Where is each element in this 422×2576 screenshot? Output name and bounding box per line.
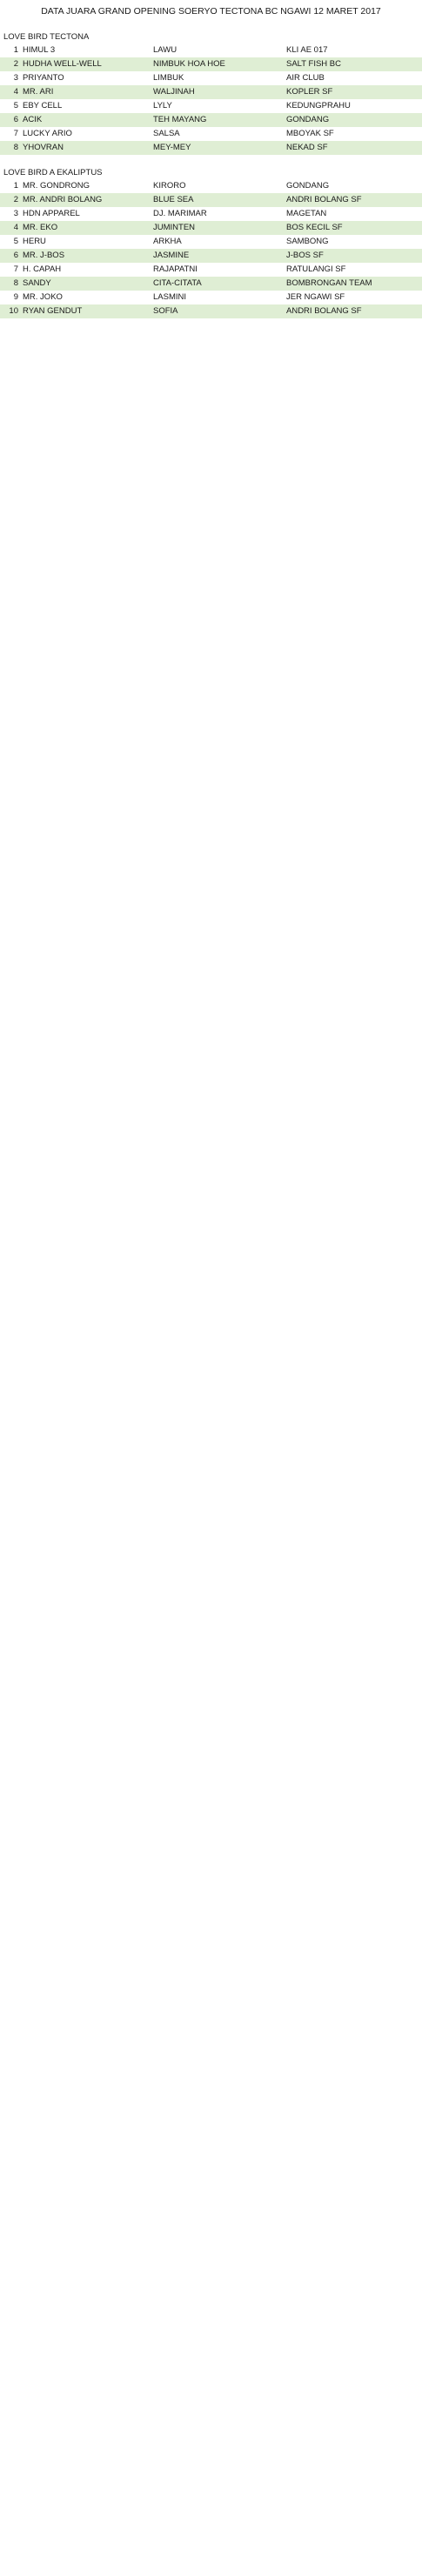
team-name: SALT FISH BC <box>286 59 341 69</box>
participant-name: HUDHA WELL-WELL <box>23 59 102 69</box>
participant-name: YHOVRAN <box>23 143 64 152</box>
rank-cell: 4 <box>13 223 18 232</box>
participant-name: MR. EKO <box>23 223 58 232</box>
rank-cell: 3 <box>13 209 18 218</box>
bird-name: LAWU <box>153 45 178 55</box>
rank-cell: 5 <box>13 101 18 110</box>
bird-name: KIRORO <box>153 181 186 191</box>
team-name: KEDUNGPRAHU <box>286 101 351 110</box>
participant-name: HDN APPAREL <box>23 209 80 218</box>
team-name: GONDANG <box>286 181 330 191</box>
table-row <box>0 193 422 207</box>
table-row <box>0 221 422 235</box>
bird-name: LIMBUK <box>153 73 184 83</box>
table-row <box>0 263 422 277</box>
bird-name: TEH MAYANG <box>153 115 207 124</box>
rank-cell: 2 <box>13 59 18 69</box>
participant-name: MR. ARI <box>23 87 54 97</box>
team-name: MAGETAN <box>286 209 327 218</box>
participant-name: PRIYANTO <box>23 73 64 83</box>
results-table <box>0 43 422 155</box>
team-name: KOPLER SF <box>286 87 333 97</box>
participant-name: MR. GONDRONG <box>23 181 90 191</box>
bird-name: MEY-MEY <box>153 143 191 152</box>
rank-cell: 10 <box>9 306 18 316</box>
rank-cell: 7 <box>13 129 18 138</box>
bird-name: SOFIA <box>153 306 178 316</box>
rank-cell: 7 <box>13 264 18 274</box>
bird-name: LASMINI <box>153 292 187 302</box>
rank-cell: 1 <box>13 181 18 191</box>
team-name: JER NGAWI SF <box>286 292 345 302</box>
bird-name: BLUE SEA <box>153 195 194 204</box>
participant-name: EBY CELL <box>23 101 63 110</box>
participant-name: HERU <box>23 237 46 246</box>
team-name: J-BOS SF <box>286 251 324 260</box>
rank-cell: 8 <box>13 278 18 288</box>
rank-cell: 8 <box>13 143 18 152</box>
table-row <box>0 277 422 291</box>
team-name: ANDRI BOLANG SF <box>286 195 362 204</box>
rank-cell: 5 <box>13 237 18 246</box>
bird-name: JUMINTEN <box>153 223 196 232</box>
participant-name: SANDY <box>23 278 51 288</box>
participant-name: LUCKY ARIO <box>23 129 72 138</box>
participant-name: MR. ANDRI BOLANG <box>23 195 103 204</box>
bird-name: JASMINE <box>153 251 190 260</box>
table-row <box>0 207 422 221</box>
table-row <box>0 99 422 113</box>
table-row <box>0 85 422 99</box>
team-name: BOS KECIL SF <box>286 223 343 232</box>
team-name: KLI AE 017 <box>286 45 328 55</box>
table-row <box>0 141 422 155</box>
team-name: MBOYAK SF <box>286 129 334 138</box>
rank-cell: 6 <box>13 251 18 260</box>
results-table <box>0 179 422 318</box>
bird-name: DJ. MARIMAR <box>153 209 207 218</box>
rank-cell: 6 <box>13 115 18 124</box>
participant-name: HIMUL 3 <box>23 45 56 55</box>
rank-cell: 1 <box>13 45 18 55</box>
bird-name: LYLY <box>153 101 172 110</box>
table-row <box>0 113 422 127</box>
bird-name: RAJAPATNI <box>153 264 198 274</box>
participant-name: ACIK <box>23 115 43 124</box>
team-name: SAMBONG <box>286 237 329 246</box>
results-document <box>0 0 422 331</box>
rank-cell: 3 <box>13 73 18 83</box>
table-row <box>0 291 422 304</box>
section-love-bird-tectona <box>0 31 422 155</box>
bird-name: ARKHA <box>153 237 182 246</box>
table-row <box>0 71 422 85</box>
section-title: LOVE BIRD TECTONA <box>3 32 90 42</box>
rank-cell: 4 <box>13 87 18 97</box>
page-title: DATA JUARA GRAND OPENING SOERYO TECTONA BC NGAWI 12 MARET 2017 <box>41 6 381 17</box>
team-name: ANDRI BOLANG SF <box>286 306 362 316</box>
table-row <box>0 304 422 318</box>
bird-name: SALSA <box>153 129 180 138</box>
team-name: AIR CLUB <box>286 73 325 83</box>
table-row <box>0 127 422 141</box>
section-title: LOVE BIRD A EKALIPTUS <box>3 168 103 177</box>
bird-name: NIMBUK HOA HOE <box>153 59 225 69</box>
table-row <box>0 179 422 193</box>
rank-cell: 2 <box>13 195 18 204</box>
participant-name: MR. JOKO <box>23 292 63 302</box>
rank-cell: 9 <box>13 292 18 302</box>
participant-name: H. CAPAH <box>23 264 62 274</box>
participant-name: MR. J-BOS <box>23 251 65 260</box>
participant-name: RYAN GENDUT <box>23 306 83 316</box>
table-row <box>0 235 422 249</box>
bird-name: CITA-CITATA <box>153 278 202 288</box>
bird-name: WALJINAH <box>153 87 195 97</box>
table-row <box>0 57 422 71</box>
section-love-bird-a-ekaliptus <box>0 167 422 318</box>
team-name: GONDANG <box>286 115 330 124</box>
table-row <box>0 249 422 263</box>
team-name: NEKAD SF <box>286 143 328 152</box>
team-name: BOMBRONGAN TEAM <box>286 278 372 288</box>
table-row <box>0 43 422 57</box>
team-name: RATULANGI SF <box>286 264 346 274</box>
